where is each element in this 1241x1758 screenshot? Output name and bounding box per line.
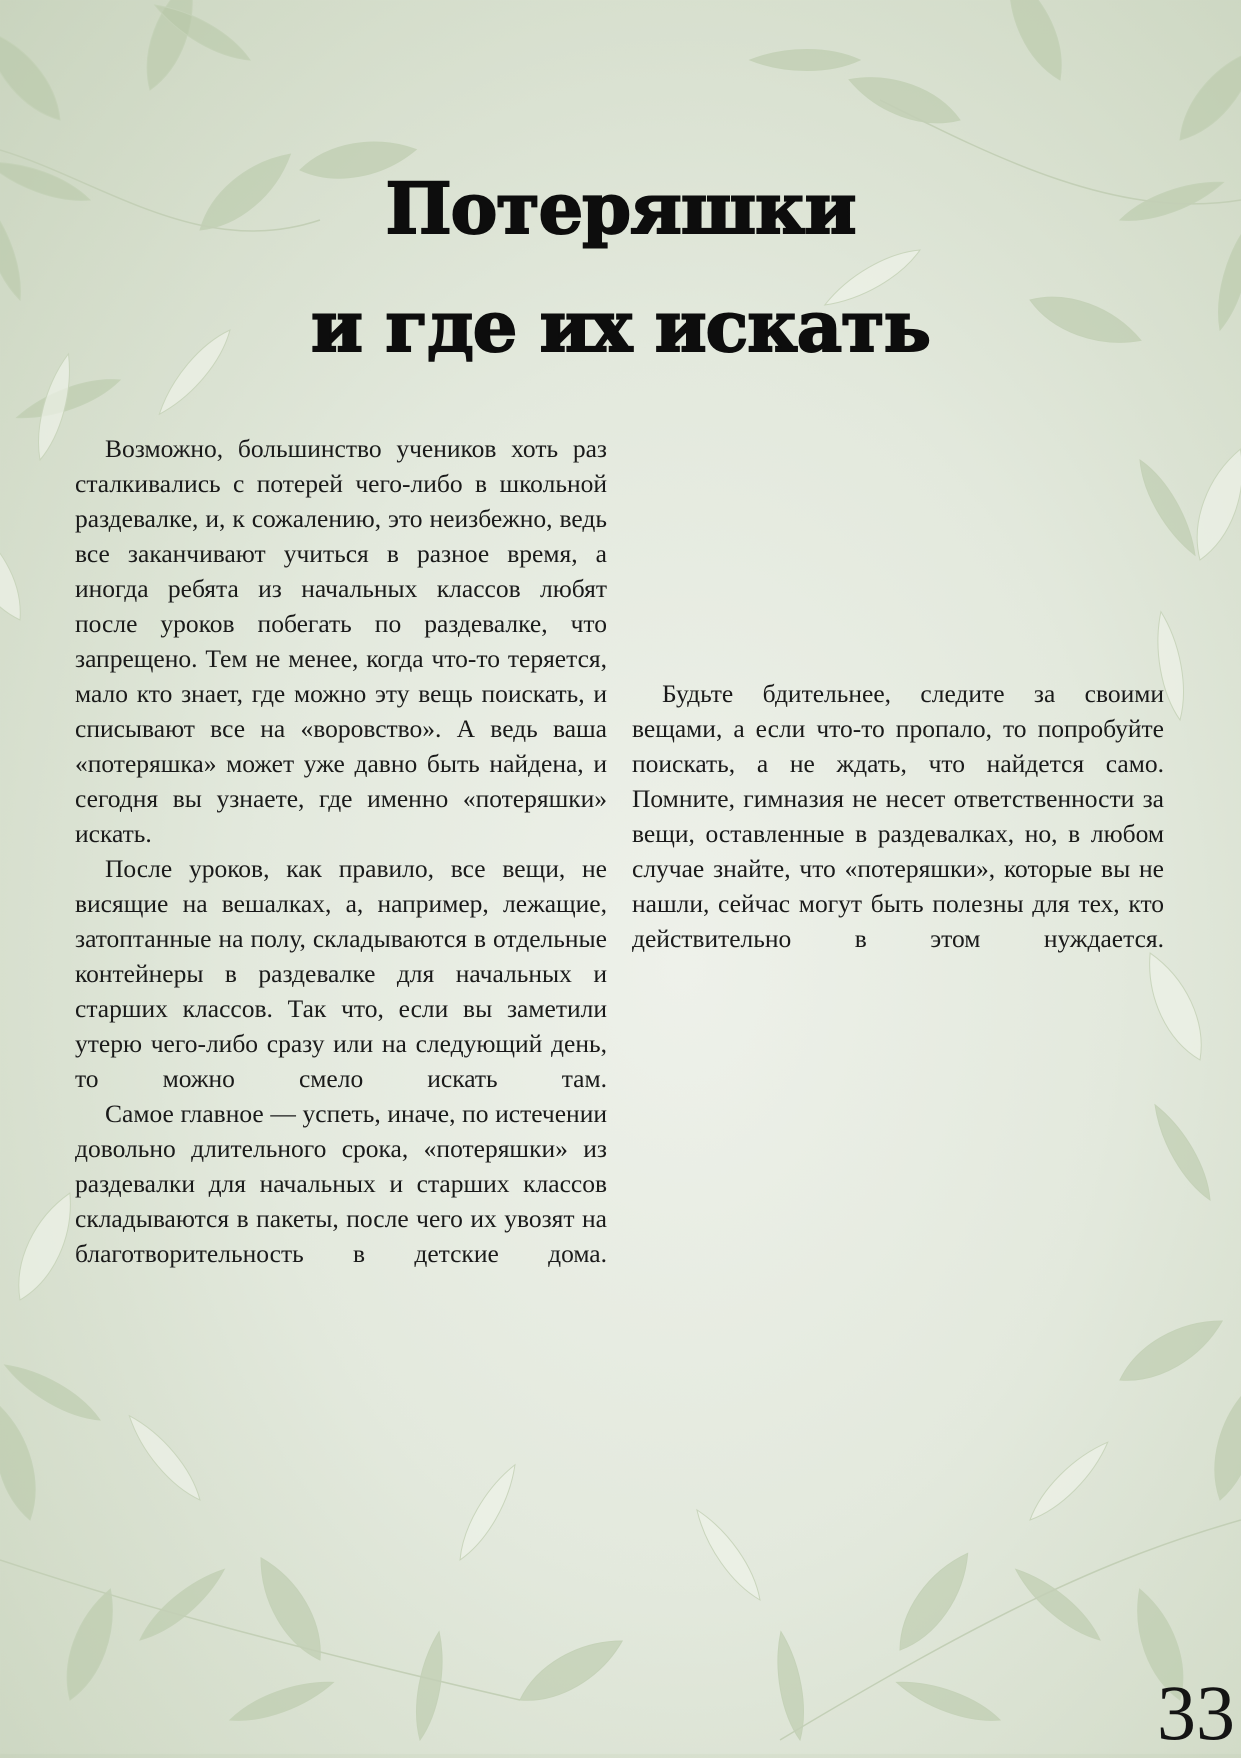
page-title [0,150,1241,386]
left-text-column [75,431,607,1271]
title-line-2: и где их искать [310,285,931,368]
paragraph-2: После уроков, как правило, все вещи, не висящие на вешалках, а, например, лежащие, затоптанные на полу, складываются в отдельные контейнеры в раздевалке для начальных и старших классов. Так что, если вы заметили утерю чего-либо сразу или на следующий день, то можно смело искать там. [75,854,607,1093]
paragraph-4: Будьте бдительнее, следите за своими вещами, а если что-то пропало, то попробуйте поискать, а не ждать, что найдется само. Помните, гимназия не несет ответственности за вещи, оставленные в раздевалках, но, в любом случае знайте, что «потеряшки», которые вы не нашли, сейчас могут быть полезны для тех, кто действительно в этом нуждается. [632,679,1164,953]
right-text-column [632,676,1164,956]
page-number: 33 [1157,1669,1235,1756]
paragraph-1: Возможно, большинство учеников хоть раз сталкивались с потерей чего-либо в школьной раздевалке, и, к сожалению, это неизбежно, ведь все заканчивают учиться в разное время, а иногда ребята из начальных классов любят после уроков побегать по раздевалке, что запрещено. Тем не менее, когда что-то теряется, мало кто знает, где можно эту вещь поискать, и списывают все на «воровство». А ведь ваша «потеряшка» может уже давно быть найдена, и сегодня вы узнаете, где именно «потеряшки» искать. [75,434,607,848]
title-line-1: Потеряшки [385,167,856,250]
paragraph-3: Самое главное — успеть, иначе, по истечении довольно длительного срока, «потеряшки» из раздевалки для начальных и старших классов складываются в пакеты, после чего их увозят на благотворительность в детские дома. [75,1099,607,1268]
